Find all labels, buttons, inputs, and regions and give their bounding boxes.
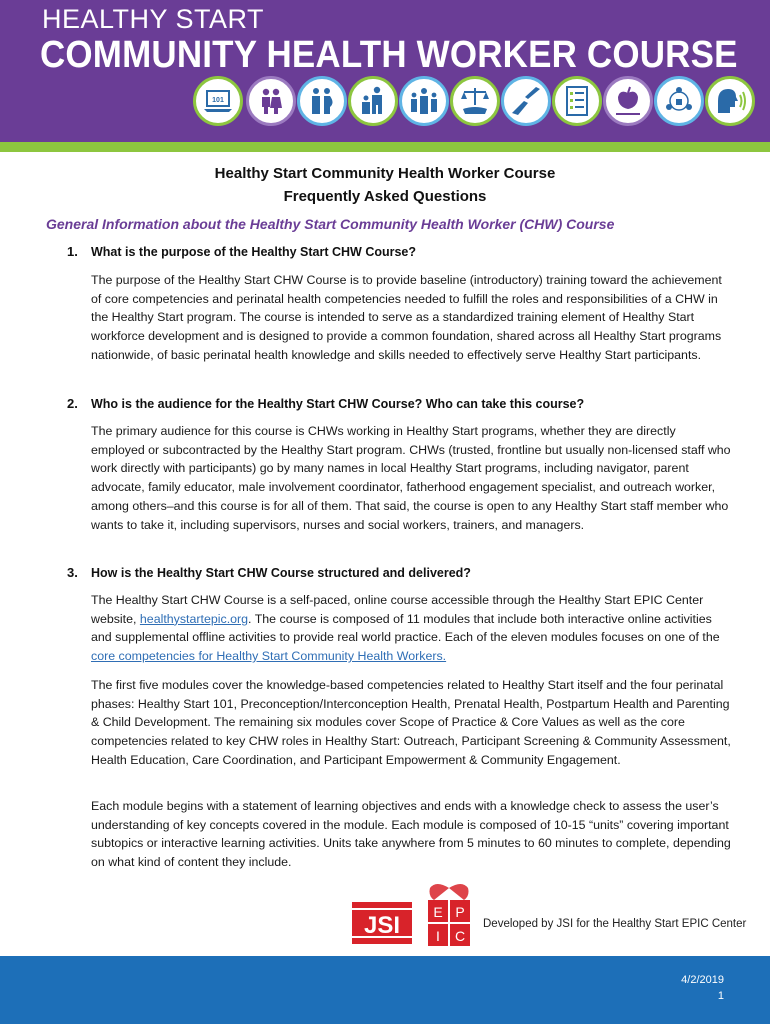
family-children-icon: [399, 76, 449, 126]
question-number: 1.: [67, 244, 78, 259]
healthystartepic-link[interactable]: healthystartepic.org: [139, 611, 249, 626]
parents-icon: [246, 76, 296, 126]
helping-hands-icon: [501, 76, 551, 126]
document-title-line2: Frequently Asked Questions: [283, 188, 487, 205]
question-3: [67, 565, 471, 580]
question-number: 2.: [67, 396, 78, 411]
question-text: Who is the audience for the Healthy Start CHW Course? Who can take this course?: [91, 397, 585, 411]
developed-by-text: Developed by JSI for the Healthy Start EPIC Center: [483, 918, 747, 930]
network-people-icon: [654, 76, 704, 126]
speaking-head-icon: [705, 76, 755, 126]
answer-3a: [91, 591, 731, 666]
question-text: How is the Healthy Start CHW Course structured and delivered?: [91, 566, 471, 580]
header-subtitle: HEALTHY START: [42, 4, 265, 34]
answer-text: The Healthy Start CHW Course is a self-paced, online course accessible through the Healthy Start EPIC Center website,: [91, 593, 704, 626]
answer-3b: The first five modules cover the knowledge-based competencies related to Healthy Start itself and the four perinatal phases: Healthy Start 101, Preconception/Interconception Health, Prenatal Health, Postpartum Health and Parenting & Child Development. The remaining six modules cover Scope of Practice & Core Values as well as the core competencies related to key CHW roles in Healthy Start: Outreach, Participant Screening & Community Assessment, Health Education, Care Coordination, and Participant Empowerment & Community Engagement.: [91, 678, 731, 767]
jsi-logo-text: JSI: [363, 912, 401, 939]
answer-2: The primary audience for this course is CHWs working in Healthy Start programs, whether they are directly employed or subcontracted by the Healthy Start program. CHWs (trusted, frontline but usually non-licensed staff who work directly with participants) go by many names in local Healthy Start programs, including navigator, parent advocate, family educator, male involvement coordinator, fatherhood engagement specialist, and outreach worker, among others–and this course is for all of them. That said, the course is open to any Healthy Start staff member who wants to take it, including supervisors, nurses and social workers, trainers, and managers.: [91, 424, 731, 532]
document-title-line1: Healthy Start Community Health Worker Course: [214, 165, 556, 182]
answer-3c: Each module begins with a statement of learning objectives and ends with a knowledge check to assess the user’s understanding of key concepts covered in the module. Each module is composed of 10-15 “units” covering important subtopics or interactive learning activities. Units take anywhere from 5 minutes to 60 minutes to complete, depending on what kind of content they include.: [91, 799, 731, 870]
svg-text:101: 101: [212, 97, 224, 104]
apple-hand-icon: [603, 76, 653, 126]
answer-1: The purpose of the Healthy Start CHW Course is to provide baseline (introductory) training toward the achievement of core competencies and perinatal health competencies needed to fulfill the roles and responsibilities of a CHW in the Healthy Start program. The course is intended to serve as a standardized training element of Healthy Start workforce development and is designed to provide a common foundation, shared across all Healthy Start programs nationwide, of basic perinatal health knowledge and skills needed to effectively serve Healthy Start participants.: [91, 273, 722, 362]
svg-text:P: P: [455, 904, 465, 920]
jsi-logo: [352, 902, 412, 944]
logo-area: [350, 880, 750, 950]
header-title: COMMUNITY HEALTH WORKER COURSE: [40, 34, 738, 76]
footer-date: 4/2/2019: [681, 974, 724, 986]
question-text: What is the purpose of the Healthy Start CHW Course?: [91, 245, 417, 259]
question-number: 3.: [67, 565, 78, 580]
epic-logo: [426, 880, 472, 950]
parenting-icon: [348, 76, 398, 126]
footer-band: [0, 956, 770, 1024]
answer-text: . The course is composed of 11 modules that include both interactive online activities and supplemental offline activities to provide real world practice. Each of the eleven modules focuses on one of the: [91, 611, 720, 645]
core-competencies-link[interactable]: core competencies for Healthy Start Community Health Workers.: [91, 649, 447, 664]
header-banner: [0, 0, 770, 142]
pregnant-family-icon: [297, 76, 347, 126]
svg-text:C: C: [454, 928, 466, 944]
svg-text:E: E: [433, 904, 443, 920]
section-heading: General Information about the Healthy Start Community Health Worker (CHW) Course: [46, 216, 615, 232]
scales-hand-icon: [450, 76, 500, 126]
laptop-101-icon: [193, 76, 243, 126]
document-title: [0, 162, 770, 208]
checklist-icon: [552, 76, 602, 126]
green-band: [0, 142, 770, 152]
question-1: [67, 244, 416, 259]
question-2: [67, 396, 584, 411]
page-number: 1: [717, 990, 724, 1002]
svg-text:I: I: [436, 928, 440, 944]
